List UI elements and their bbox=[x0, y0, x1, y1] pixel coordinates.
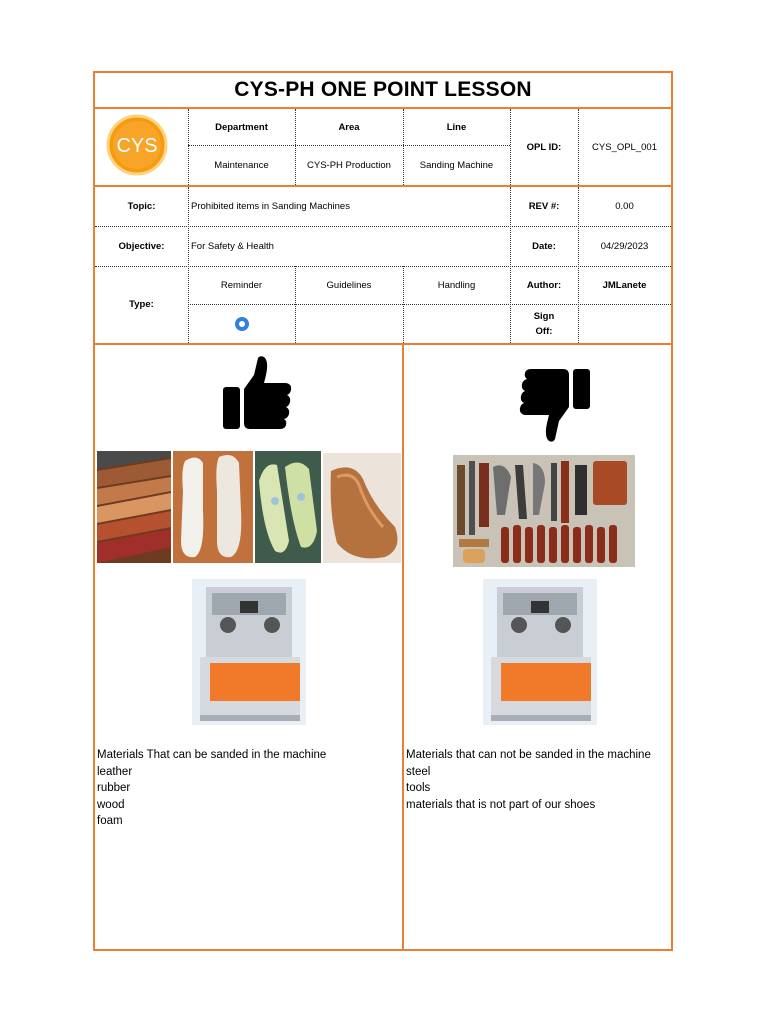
date-label: Date: bbox=[532, 240, 556, 252]
thumbs-down-icon bbox=[515, 365, 593, 443]
thumbs-up-icon bbox=[220, 355, 292, 431]
leather-image bbox=[97, 451, 171, 563]
date-value: 04/29/2023 bbox=[600, 240, 649, 252]
prohibited-item: materials that is not part of our shoes bbox=[406, 798, 596, 811]
author-label: Author: bbox=[526, 279, 562, 291]
area-label: Area bbox=[338, 121, 360, 133]
page-title: CYS-PH ONE POINT LESSON bbox=[95, 73, 671, 109]
allowed-item: wood bbox=[97, 798, 125, 811]
type-option-guidelines: Guidelines bbox=[326, 279, 372, 291]
prohibited-heading: Materials that can not be sanded in the machine bbox=[406, 749, 651, 761]
sanding-machine-image-left bbox=[192, 579, 306, 725]
department-label: Department bbox=[215, 121, 268, 133]
allowed-item: leather bbox=[97, 765, 133, 778]
foam-insole-image bbox=[255, 451, 321, 563]
area-value: CYS-PH Production bbox=[307, 159, 391, 171]
type-option-handling: Handling bbox=[437, 279, 476, 291]
allowed-heading: Materials That can be sanded in the machine bbox=[97, 749, 327, 761]
rev-label: REV #: bbox=[528, 201, 560, 212]
signoff-field[interactable] bbox=[578, 304, 671, 343]
allowed-item: rubber bbox=[97, 782, 131, 794]
topic-value: Prohibited items in Sanding Machines bbox=[191, 201, 350, 212]
opl-id-value: CYS_OPL_001 bbox=[592, 141, 657, 153]
rubber-insole-image bbox=[173, 451, 253, 563]
department-value: Maintenance bbox=[214, 159, 269, 171]
type-label: Type: bbox=[129, 299, 154, 310]
objective-label: Objective: bbox=[118, 240, 165, 252]
opl-id-label: OPL ID: bbox=[526, 141, 562, 153]
type-option-reminder: Reminder bbox=[220, 279, 263, 291]
signoff-label: Sign Off: bbox=[533, 310, 555, 337]
logo-text: CYS bbox=[116, 135, 158, 157]
opl-sheet bbox=[93, 71, 673, 951]
allowed-materials-text bbox=[97, 747, 397, 830]
wood-last-image bbox=[323, 453, 401, 563]
author-value: JMLanete bbox=[602, 279, 647, 291]
radio-selected-icon bbox=[235, 317, 249, 331]
type-reminder-selected[interactable] bbox=[188, 304, 295, 343]
tools-image bbox=[453, 455, 635, 567]
rev-value: 0.00 bbox=[615, 201, 634, 212]
objective-value: For Safety & Health bbox=[191, 240, 274, 252]
prohibited-item: tools bbox=[406, 782, 431, 794]
prohibited-materials-text bbox=[406, 747, 668, 813]
company-logo bbox=[105, 113, 169, 177]
topic-label: Topic: bbox=[127, 201, 156, 212]
allowed-item: foam bbox=[97, 815, 123, 827]
line-value: Sanding Machine bbox=[419, 159, 494, 171]
prohibited-item: steel bbox=[406, 765, 431, 778]
sanding-machine-image-right bbox=[483, 579, 597, 725]
line-label: Line bbox=[446, 121, 467, 133]
